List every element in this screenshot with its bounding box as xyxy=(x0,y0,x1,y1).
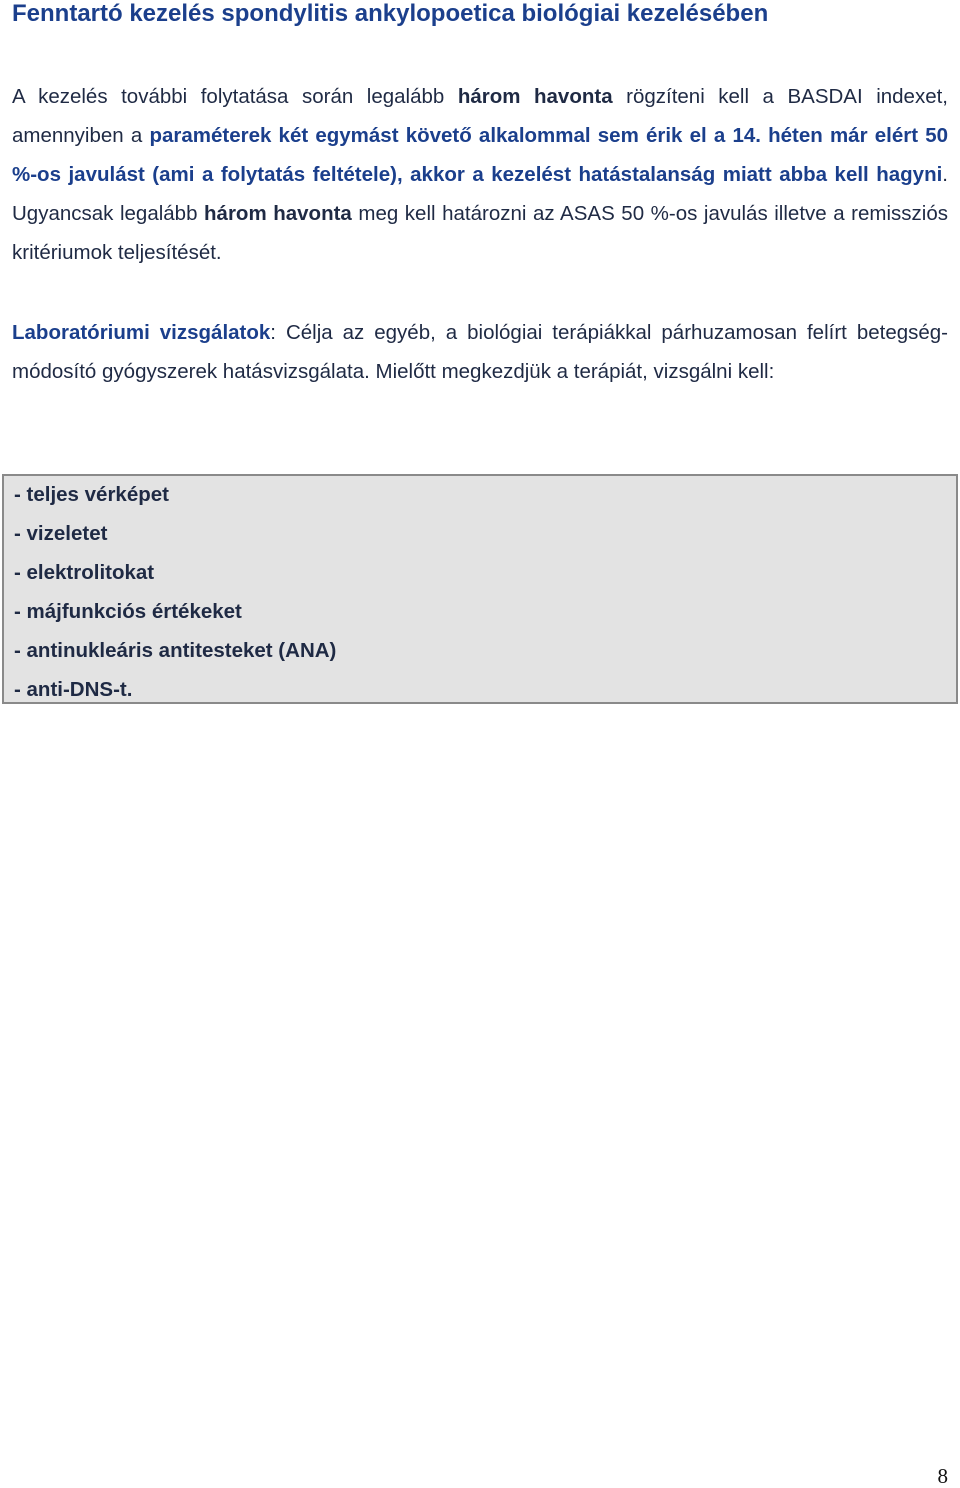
paragraph-text: rögzíteni kell a BASDAI indexet, amennyiben a xyxy=(12,85,948,147)
lab-test-item: - vizeletet xyxy=(14,522,108,545)
lab-tests-heading: Laboratóriumi vizsgálatok xyxy=(12,321,271,344)
lab-tests-list xyxy=(14,475,336,709)
paragraph-text: meg kell határozni az ASAS 50 %-os javulás illetve a remissziós kritériumok teljesítését. xyxy=(12,202,948,264)
paragraph-text: . Ugyancsak legalább xyxy=(12,163,948,225)
lab-tests-paragraph xyxy=(12,313,948,391)
lab-test-item: - anti-DNS-t. xyxy=(14,678,133,701)
page-number: 8 xyxy=(937,1464,948,1488)
paragraph-text: : Célja az egyéb, a biológiai terápiákkal párhuzamosan felírt betegség-módosító gyógyszerek hatásvizsgálata. Mielőtt megkezdjük a terápiát, vizsgálni kell: xyxy=(12,321,948,383)
paragraph-text: A kezelés további folytatása során legalább xyxy=(12,85,458,108)
emphasis-frequency: három havonta xyxy=(204,202,352,225)
lab-test-item: - teljes vérképet xyxy=(14,483,169,506)
page-title: Fenntartó kezelés spondylitis ankylopoetica biológiai kezelésében xyxy=(12,0,769,27)
lab-test-item: - májfunkciós értékeket xyxy=(14,600,242,623)
emphasis-discontinuation-criteria: paraméterek két egymást követő alkalommal sem érik el a 14. héten már elért 50 %-os javulást (ami a folytatás feltétele), akkor a kezelést hatástalanság miatt abba kell hagyni xyxy=(12,124,949,186)
maintenance-paragraph xyxy=(12,77,948,272)
emphasis-frequency: három havonta xyxy=(457,85,613,108)
lab-test-item: - elektrolitokat xyxy=(14,561,155,584)
lab-test-item: - antinukleáris antitesteket (ANA) xyxy=(14,639,337,662)
lab-tests-box xyxy=(2,474,958,704)
